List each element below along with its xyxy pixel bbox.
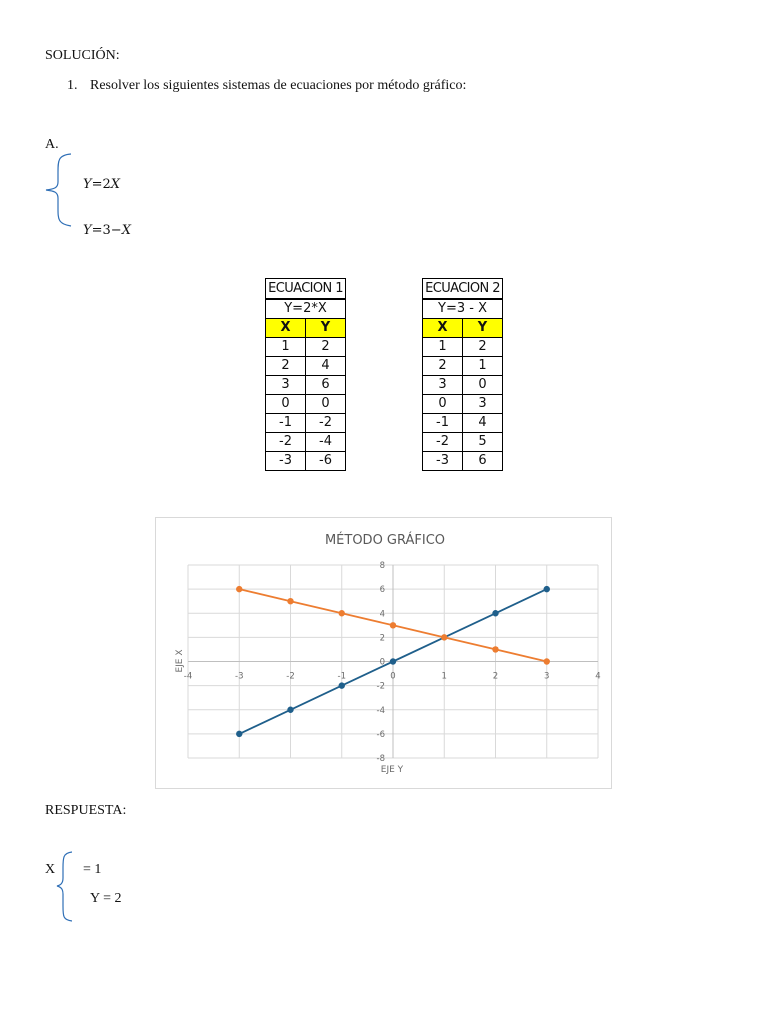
table-row	[423, 452, 503, 471]
cell-y: 6	[463, 452, 503, 471]
x-tick-label: 3	[544, 671, 550, 682]
y-tick-label: -6	[376, 729, 385, 740]
x-tick-label: -2	[286, 671, 295, 682]
cell-y: 0	[463, 376, 503, 395]
cell-x: 0	[266, 395, 306, 414]
answer-brace	[55, 850, 75, 924]
equation-1	[83, 177, 120, 192]
cell-y: 0	[306, 395, 346, 414]
cell-y: -2	[306, 414, 346, 433]
chart-svg	[156, 518, 611, 788]
y-tick-label: -2	[376, 681, 385, 692]
table-row	[423, 433, 503, 452]
cell-x: 1	[423, 338, 463, 357]
column-header-x: X	[423, 319, 463, 338]
cell-y: 6	[306, 376, 346, 395]
data-point	[441, 634, 447, 640]
table-row	[423, 338, 503, 357]
cell-y: 2	[463, 338, 503, 357]
eq2-var: X	[121, 223, 131, 238]
solucion-heading: SOLUCIÓN:	[45, 48, 120, 63]
list-item-number: 1.	[67, 78, 78, 93]
cell-x: -2	[423, 433, 463, 452]
x-tick-label: 2	[492, 671, 499, 682]
data-point	[339, 610, 345, 616]
cell-y: 4	[306, 357, 346, 376]
eq2-rel: =	[91, 223, 103, 238]
table-row	[266, 452, 346, 471]
cell-x: -1	[266, 414, 306, 433]
cell-y: -6	[306, 452, 346, 471]
table-title: ECUACION 2	[423, 279, 503, 300]
respuesta-heading: RESPUESTA:	[45, 803, 127, 818]
answer-x-value: = 1	[83, 862, 102, 877]
cell-y: 4	[463, 414, 503, 433]
cell-x: 3	[266, 376, 306, 395]
equation-2	[83, 223, 131, 238]
answer-x-var: X	[45, 862, 56, 877]
data-point	[236, 586, 242, 592]
system-brace	[44, 152, 74, 230]
table-row	[266, 433, 346, 452]
y-tick-label: 6	[379, 585, 385, 596]
eq1-var: X	[110, 177, 121, 192]
data-point	[544, 586, 550, 592]
chart-title: MÉTODO GRÁFICO	[324, 533, 446, 548]
data-point	[492, 646, 498, 652]
cell-x: -3	[423, 452, 463, 471]
x-tick-label: 0	[390, 671, 396, 682]
data-point	[390, 622, 396, 628]
table-title: ECUACION 1	[266, 279, 346, 300]
y-tick-label: 8	[379, 561, 385, 571]
y-tick-label: -4	[376, 705, 385, 716]
cell-x: -1	[423, 414, 463, 433]
table-formula: Y=2*X	[266, 299, 346, 319]
table-row	[266, 376, 346, 395]
column-header-y: Y	[306, 319, 346, 338]
cell-y: 1	[463, 357, 503, 376]
data-point	[287, 707, 293, 713]
table-formula: Y=3 - X	[423, 299, 503, 319]
eq1-rel: =	[91, 177, 103, 192]
column-header-y: Y	[463, 319, 503, 338]
table-row	[266, 338, 346, 357]
eq1-coef: 2	[102, 177, 111, 192]
eq2-const: 3	[102, 223, 111, 238]
cell-y: -4	[306, 433, 346, 452]
eq1-lhs: Y	[83, 177, 92, 192]
table-row	[423, 357, 503, 376]
cell-x: 2	[423, 357, 463, 376]
table-row	[423, 395, 503, 414]
data-point	[544, 658, 550, 664]
cell-x: 0	[423, 395, 463, 414]
x-axis-title: EJE Y	[380, 765, 404, 775]
eq2-lhs: Y	[83, 223, 92, 238]
data-point	[236, 731, 242, 737]
y-tick-label: 4	[379, 609, 385, 620]
y-tick-label: 0	[379, 657, 385, 668]
cell-x: 2	[266, 357, 306, 376]
list-item-text: Resolver los siguientes sistemas de ecuaciones por método gráfico:	[90, 78, 467, 93]
cell-x: 1	[266, 338, 306, 357]
answer-y-line: Y = 2	[90, 891, 122, 906]
cell-y: 3	[463, 395, 503, 414]
data-point	[287, 598, 293, 604]
table-row	[423, 414, 503, 433]
data-point	[339, 682, 345, 688]
table-ecuacion-2	[422, 278, 503, 471]
data-point	[390, 658, 396, 664]
x-tick-label: 4	[595, 671, 601, 682]
y-tick-label: -8	[376, 754, 385, 764]
chart-container	[155, 517, 612, 789]
eq2-op: −	[110, 223, 122, 238]
table-ecuacion-1	[265, 278, 346, 471]
table-row	[266, 395, 346, 414]
cell-y: 2	[306, 338, 346, 357]
cell-y: 5	[463, 433, 503, 452]
table-row	[423, 376, 503, 395]
table-row	[266, 357, 346, 376]
cell-x: 3	[423, 376, 463, 395]
cell-x: -3	[266, 452, 306, 471]
x-tick-label: -3	[235, 671, 244, 682]
y-tick-label: 2	[379, 633, 385, 644]
column-header-x: X	[266, 319, 306, 338]
x-tick-label: -1	[337, 671, 346, 682]
table-row	[266, 414, 346, 433]
cell-x: -2	[266, 433, 306, 452]
x-tick-label: 1	[441, 671, 447, 682]
part-label: A.	[45, 137, 59, 152]
x-tick-label: -4	[183, 671, 193, 682]
data-point	[492, 610, 498, 616]
y-axis-title: EJE X	[175, 649, 185, 673]
